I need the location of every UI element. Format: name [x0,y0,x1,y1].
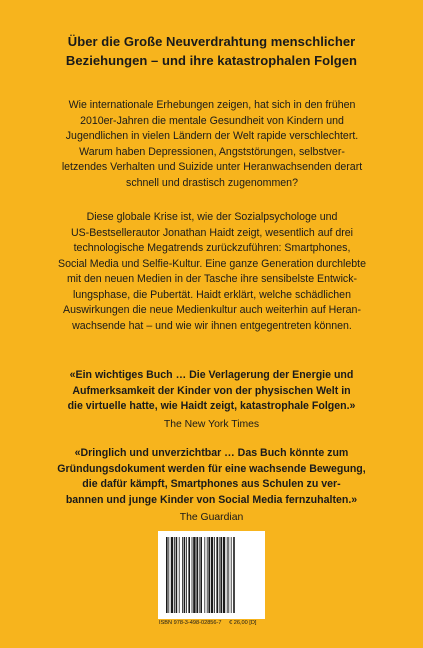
headline-line-1: Über die Große Neuverdrahtung menschlicher [67,34,356,49]
barcode-bar [220,537,222,613]
barcode-bar [208,537,210,613]
quote-source: The New York Times [163,418,260,430]
barcode-graphic [164,537,259,613]
headline [20,32,403,70]
quote-line: bannen und junge Kinder von Social Media fernzuhalten.» [65,493,358,506]
barcode-bar [200,537,202,613]
headline-line-2: Beziehungen – und ihre katastrophalen Folgen [65,53,358,68]
barcode-bar [227,537,228,613]
quote-text [30,368,393,415]
quote-text [30,446,393,508]
barcode-bar [179,537,180,613]
barcode-bar [174,537,175,613]
barcode-bar [231,537,232,613]
quote-source: The Guardian [179,512,244,523]
barcode-bar [184,537,186,613]
barcode-bar [188,537,190,613]
barcode-bar [199,537,200,613]
blurb-line: US-Bestsellerautor Jonathan Haidt zeigt, wesentlich auf drei [70,226,354,239]
quote-line: «Dringlich und unverzichtbar … Das Buch könnte zum [74,447,349,459]
barcode-bar [219,537,220,613]
blurb-line: letzendes Verhalten und Suizide unter Heranwachsenden derart [61,161,363,173]
blurb-line: Jugendlichen in vielen Ländern der Welt rapide verschlechtert. [65,130,359,142]
barcode-bar [207,537,208,613]
review-quote-guardian [30,446,393,525]
barcode-bar [228,537,229,613]
blurb-line: Diese globale Krise ist, wie der Sozialpsychologe und [86,211,338,223]
barcode-bar [216,537,218,613]
blurb-line: lungsphase, die Pubertät. Haidt erklärt, welche schädlichen [73,288,351,301]
quote-line: die dafür kämpft, Smartphones aus Schulen zu ver- [82,478,341,490]
blurb-paragraph-1 [42,98,382,191]
isbn-price-line [159,620,269,627]
review-quote-nyt [30,368,393,432]
blurb-line: schnell und drastisch zugenommen? [126,176,298,189]
blurb-line: wachsende hat – und wie wir ihnen entgegentreten können. [72,319,352,332]
blurb-line: Warum haben Depressionen, Angststörungen, selbstver- [79,145,345,158]
blurb-line: technologische Megatrends zurückzuführen: Smartphones, [73,242,351,254]
barcode-bar [204,537,205,613]
barcode-bar [186,537,187,613]
blurb-line: mit den neuen Medien in der Tasche ihre sensibelste Entwick- [66,273,358,285]
barcode-bar [223,537,225,613]
quote-line: die virtuelle hatte, wie Haidt zeigt, katastrophale Folgen.» [67,400,356,412]
price: € 26,00 [D] [229,620,257,626]
barcode-bar [168,537,169,613]
blurb-paragraph-2 [42,210,382,334]
quote-line: Gründungsdokument werden für eine wachsende Bewegung, [57,462,366,475]
barcode-bar [192,537,193,613]
barcode-bar [196,537,198,613]
blurb-line: Social Media und Selfie-Kultur. Eine ganze Generation durchlebte [58,257,366,270]
barcode-bar [211,537,213,613]
barcode-bar [233,537,235,613]
barcode-area [158,531,265,619]
quote-line: «Ein wichtiges Buch … Die Verlagerung der Energie und [69,369,354,381]
blurb-line: Auswirkungen die neue Medienkultur auch weiterhin auf Heran- [63,304,361,316]
blurb-line: 2010er-Jahren die mentale Gesundheit von Kindern und [80,114,344,127]
barcode-bar [193,537,195,613]
quote-line: Aufmerksamkeit der Kinder von der physischen Welt in [72,384,351,397]
isbn-number: ISBN 978-3-498-02856-7 [159,620,222,626]
barcode-bar [166,537,168,613]
barcode-bar [214,537,215,613]
barcode-bar [176,537,178,613]
barcode-bar [182,537,183,613]
barcode-bar [171,537,173,613]
blurb-line: Wie internationale Erhebungen zeigen, hat sich in den frühen [68,99,356,111]
